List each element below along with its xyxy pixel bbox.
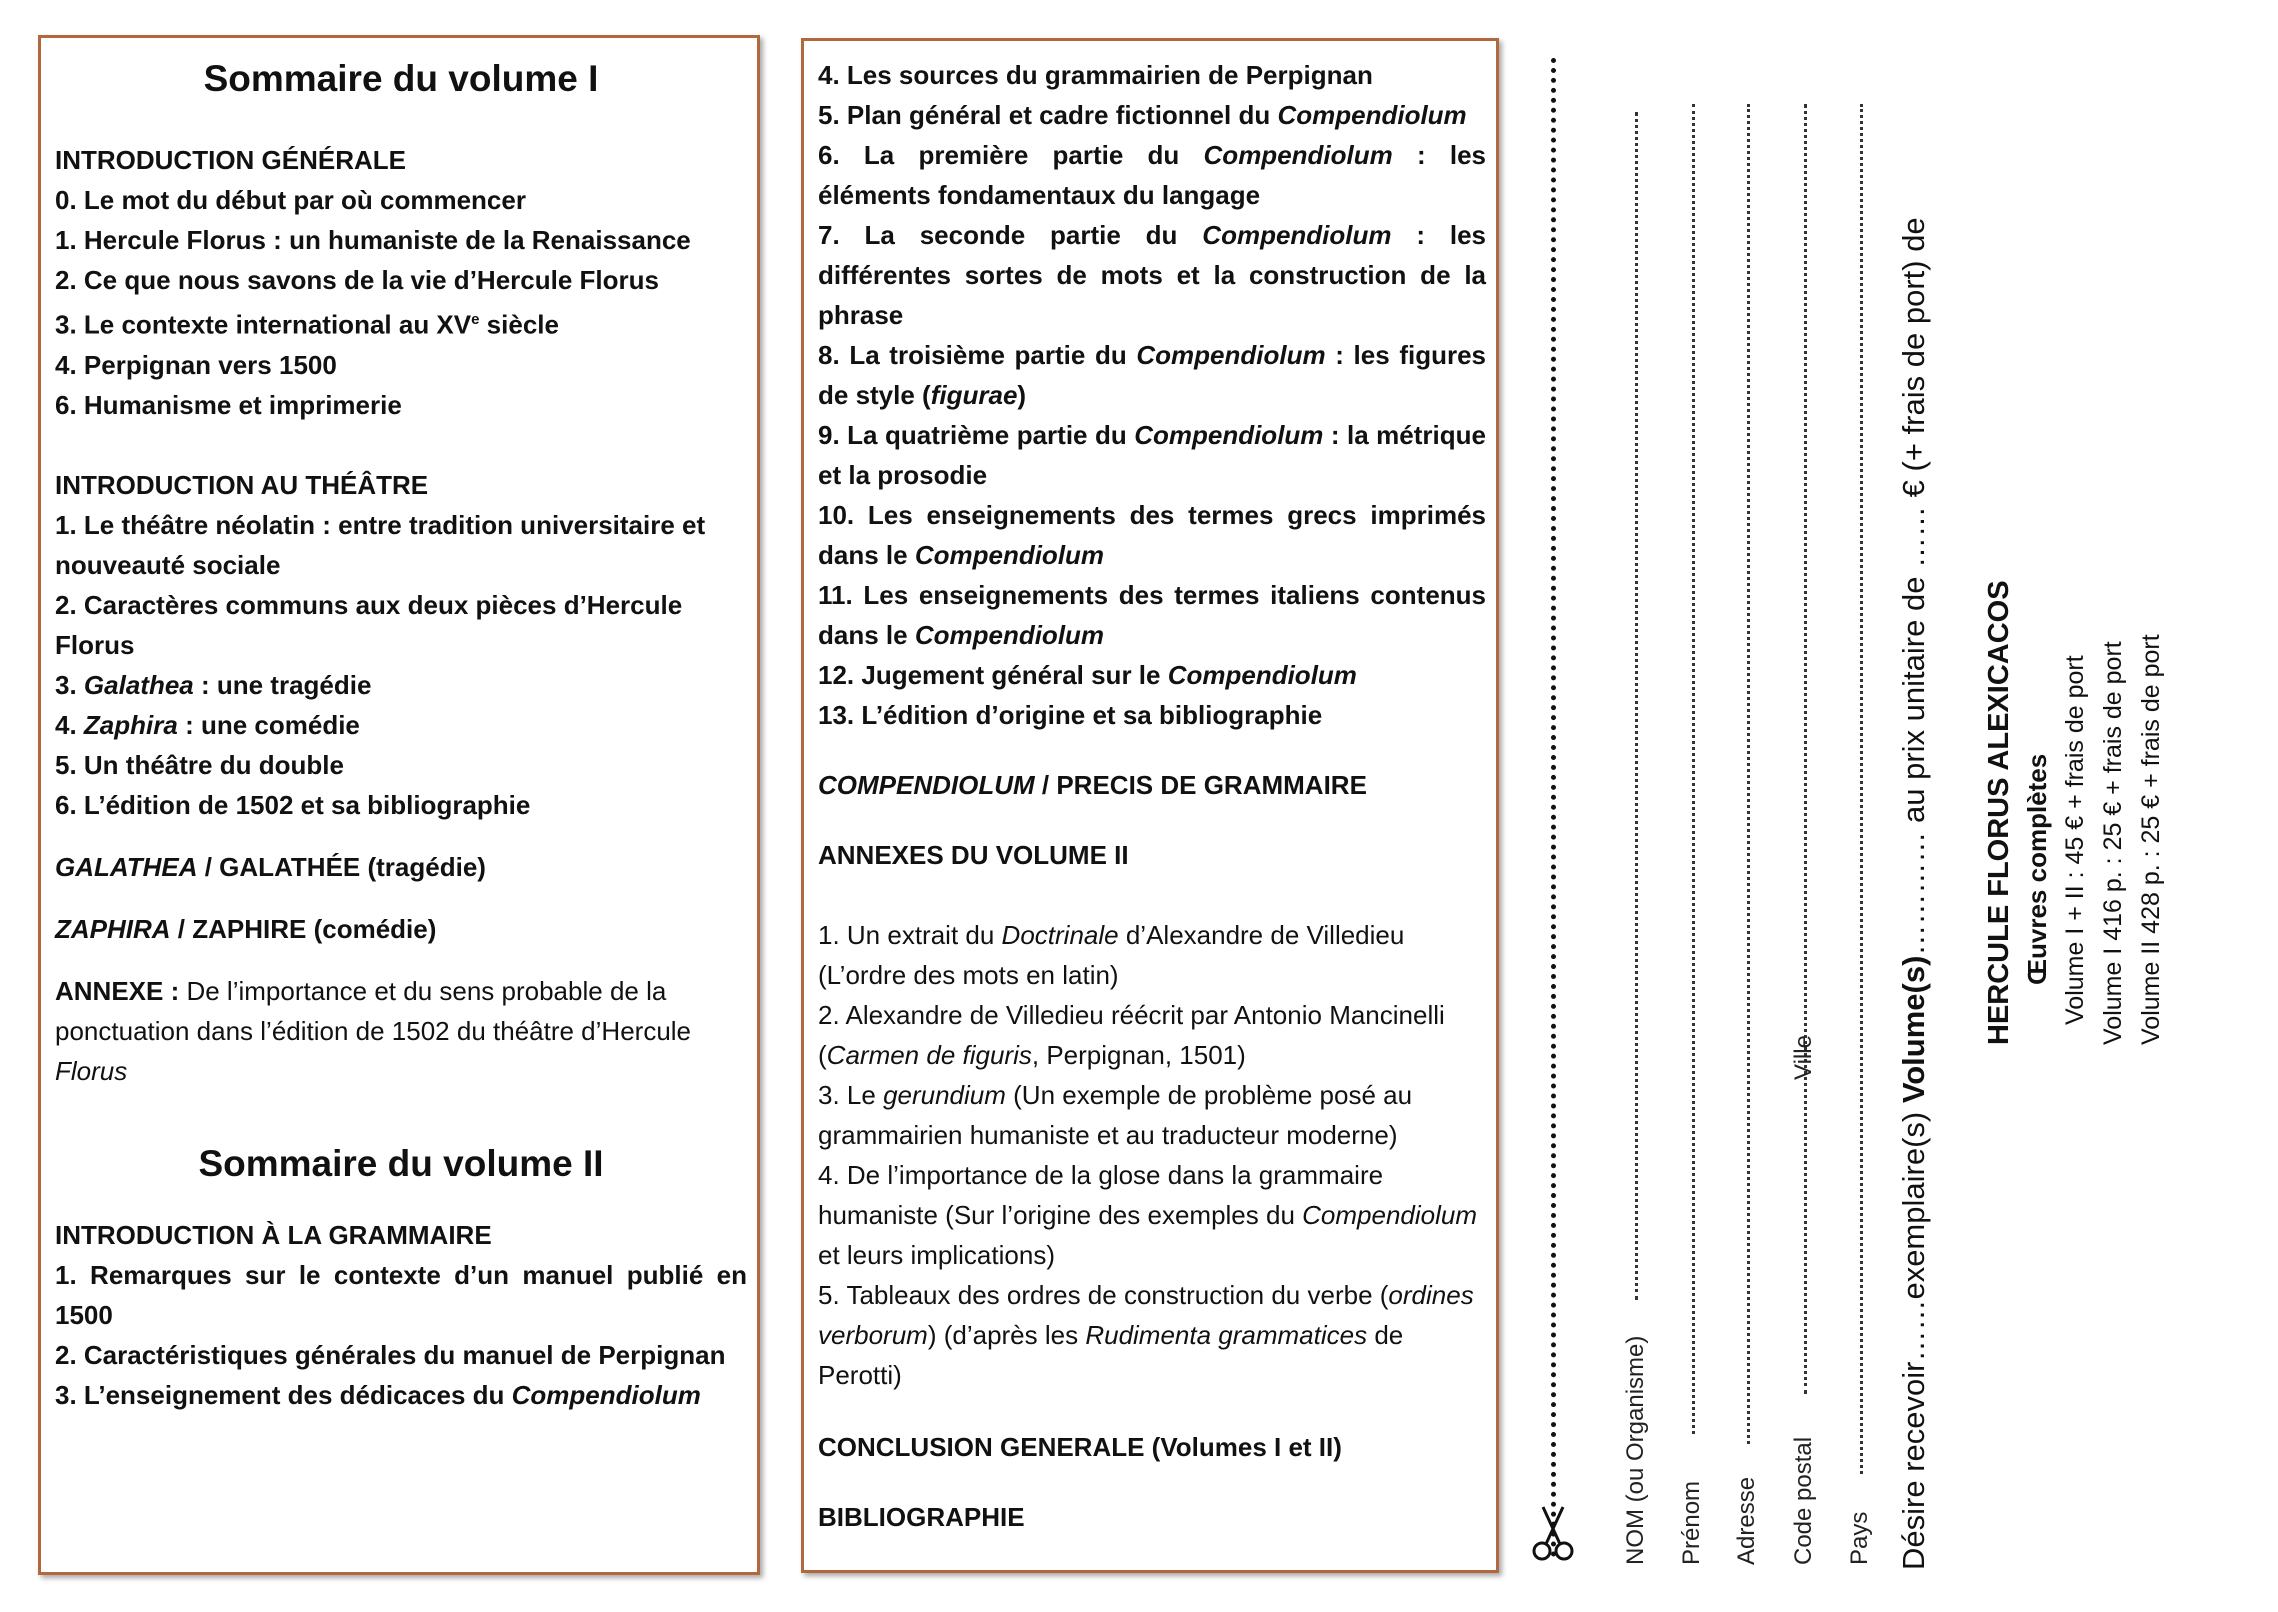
compendiolum-title: Compendiolum (1202, 220, 1392, 250)
list-item: 5. Un théâtre du double (55, 749, 344, 780)
item-rest: et leurs implications) (818, 1240, 1055, 1270)
galathea-title: GALATHEA (55, 851, 198, 882)
item-prefix: 1. Un extrait du (818, 920, 1002, 950)
list-item (818, 135, 1486, 215)
work-title: Doctrinale (1001, 920, 1119, 950)
item-rest: d’Alexandre de Villedieu (L’ordre des mots en latin) (818, 920, 1405, 990)
item-rest: (Un exemple de problème posé au grammairien humaniste et au traducteur moderne) (818, 1080, 1413, 1150)
order-volumes: Volume(s) (1896, 955, 1931, 1104)
book-info-block (1980, 580, 2170, 1045)
volume-2-panel (801, 38, 1499, 1573)
item-prefix: 7. La seconde partie du (818, 220, 1203, 250)
list-item: 1. Le théâtre néolatin : entre tradition universitaire et nouveauté sociale (55, 509, 706, 580)
item-prefix: 10. Les enseignements des termes grecs imprimés dans le (818, 500, 1486, 570)
item-rest: : une tragédie (193, 669, 372, 700)
order-request-line (1896, 217, 1932, 1570)
intro-grammaire-heading: INTRODUCTION À LA GRAMMAIRE (55, 1219, 492, 1250)
item-rest: de Perotti) (818, 1320, 1404, 1390)
term: ordines verborum (818, 1280, 1474, 1350)
precis-section (818, 765, 1486, 805)
price-line: Volume I 416 p. : 25 € + frais de port (2099, 641, 2127, 1045)
item-rest: : une comédie (177, 709, 360, 740)
item-prefix: 3. (55, 669, 84, 700)
grammaire-continued-list (818, 55, 1486, 735)
work-title: Carmen de figuris (826, 1040, 1032, 1070)
list-item: 2. Ce que nous savons de la vie d’Hercule Florus (55, 265, 659, 295)
item-prefix: 4. (55, 709, 84, 740)
price-line: Volume II 428 p. : 25 € + frais de port (2137, 634, 2165, 1045)
list-item (55, 665, 747, 705)
zaphira-title: ZAPHIRA (55, 913, 171, 944)
list-item: 2. Caractéristiques générales du manuel de Perpignan (55, 1339, 726, 1370)
item-prefix: 5. Tableaux des ordres de construction du verbe ( (818, 1280, 1389, 1310)
order-price: ………… au prix unitaire de …… € (+ frais de port) de (1896, 217, 1931, 956)
list-item (818, 95, 1486, 135)
intro-generale-list (55, 180, 747, 425)
item-rest: : les différentes sortes de mots et la construction de la phrase (818, 220, 1487, 330)
volume-1-panel (38, 35, 760, 1575)
compendiolum-title: Compendiolum (1136, 340, 1326, 370)
pays-dotted-line (1860, 104, 1863, 1474)
item-prefix: 4. De l’importance de la glose dans la grammaire humaniste (Sur l’origine des exemples du (818, 1160, 1384, 1230)
figurae-term: figurae (930, 380, 1018, 410)
cut-line (1551, 58, 1556, 1558)
work-title: Compendiolum (1302, 1200, 1478, 1230)
item-text: 3. Le contexte international au XV (55, 309, 472, 340)
item-prefix: 8. La troisième partie du (818, 340, 1137, 370)
precis-rest: / PRECIS DE GRAMMAIRE (1034, 770, 1367, 800)
list-item (818, 995, 1486, 1075)
century-superscript: e (471, 311, 480, 328)
bibliographie-heading: BIBLIOGRAPHIE (818, 1502, 1025, 1532)
annexe-label: ANNEXE : (55, 975, 180, 1006)
annexe-italic: Florus (55, 1055, 128, 1086)
zaphira-section (55, 909, 747, 949)
play-title: Galathea (83, 669, 194, 700)
item-prefix: 2. Alexandre de Villedieu réécrit par Antonio Mancinelli ( (818, 1000, 1445, 1070)
nom-dotted-line (1635, 112, 1638, 1300)
item-prefix: 3. Le (818, 1080, 884, 1110)
list-item: 2. Caractères communs aux deux pièces d’Hercule Florus (55, 589, 683, 660)
volume-2-title: Sommaire du volume II (198, 1142, 604, 1184)
compendiolum-title: Compendiolum (511, 1379, 701, 1410)
compendiolum-title: Compendiolum (1134, 420, 1324, 450)
item-prefix: 6. La première partie du (818, 140, 1204, 170)
list-item (818, 1075, 1486, 1155)
list-item (818, 495, 1486, 575)
annexes-heading: ANNEXES DU VOLUME II (818, 840, 1129, 870)
list-item: 1. Hercule Florus : un humaniste de la Renaissance (55, 225, 691, 255)
annexe-text: De l’importance et du sens probable de la ponctuation dans l’édition de 1502 du théâtre d’Hercule (55, 975, 692, 1046)
book-title: HERCULE FLORUS ALEXICACOS (1983, 580, 2015, 1045)
compendiolum-title: Compendiolum (914, 540, 1105, 570)
galathea-section (55, 847, 747, 887)
price-line: Volume I + II : 45 € + frais de port (2061, 655, 2089, 1025)
item-mid: ) (d’après les (927, 1320, 1086, 1350)
item-prefix: 11. Les enseignements des termes italiens contenus dans le (818, 580, 1486, 650)
item-text-tail: siècle (479, 309, 559, 340)
item-prefix: 5. Plan général et cadre fictionnel du (818, 100, 1278, 130)
work-title: Rudimenta grammatices (1085, 1320, 1368, 1350)
list-item (818, 915, 1486, 995)
item-rest: : les figures de style ( (818, 340, 1487, 410)
list-item (818, 415, 1486, 495)
item-prefix: 3. L’enseignement des dédicaces du (55, 1379, 512, 1410)
list-item (55, 300, 747, 345)
compendiolum-title: Compendiolum (1203, 140, 1393, 170)
list-item: 4. Perpignan vers 1500 (55, 349, 337, 380)
intro-generale-heading: INTRODUCTION GÉNÉRALE (55, 145, 406, 175)
galathea-rest: / GALATHÉE (tragédie) (197, 851, 486, 882)
pays-label: Pays (1846, 1511, 1873, 1565)
play-title: Zaphira (83, 709, 178, 740)
compendiolum-title: Compendiolum (1277, 100, 1467, 130)
list-item (55, 705, 747, 745)
list-item: 6. Humanisme et imprimerie (55, 389, 402, 420)
compendiolum-title: Compendiolum (1167, 660, 1357, 690)
annexe-section (55, 971, 747, 1091)
list-item (818, 1275, 1486, 1395)
compendiolum-heading: COMPENDIOLUM (818, 770, 1035, 800)
prenom-dotted-line (1692, 104, 1695, 1434)
prenom-label: Prénom (1678, 1480, 1705, 1565)
intro-theatre-heading: INTRODUCTION AU THÉÂTRE (55, 469, 429, 500)
list-item: 13. L’édition d’origine et sa bibliographie (818, 700, 1323, 730)
item-rest: : la métrique et la prosodie (818, 420, 1486, 490)
list-item: 6. L’édition de 1502 et sa bibliographie (55, 789, 531, 820)
code-postal-label: Code postal (1790, 1436, 1817, 1565)
item-rest: , Perpignan, 1501) (1031, 1040, 1246, 1070)
list-item (818, 215, 1486, 335)
adresse-dotted-line (1747, 104, 1750, 1444)
list-item (818, 655, 1486, 695)
list-item (818, 1155, 1486, 1275)
item-end: ) (1017, 380, 1027, 410)
volume-1-title: Sommaire du volume I (203, 58, 599, 99)
compendiolum-title: Compendiolum (914, 620, 1105, 650)
intro-grammaire-list (55, 1255, 747, 1415)
list-item: 1. Remarques sur le contexte d’un manuel publié en 1500 (55, 1259, 747, 1330)
intro-theatre-list (55, 505, 747, 825)
scissors-icon (1530, 1505, 1576, 1561)
list-item: 4. Les sources du grammairien de Perpignan (818, 60, 1373, 90)
term: gerundium (883, 1080, 1006, 1110)
list-item (818, 575, 1486, 655)
annexes-list (818, 915, 1486, 1395)
item-prefix: 9. La quatrième partie du (818, 420, 1135, 450)
list-item (55, 1375, 747, 1415)
nom-label: NOM (ou Organisme) (1622, 1335, 1649, 1565)
ville-label: Ville (1790, 1035, 1817, 1080)
code-postal-dotted-line (1804, 104, 1807, 1394)
conclusion-heading: CONCLUSION GENERALE (Volumes I et II) (818, 1432, 1342, 1462)
order-text: Désire recevoir……exemplaire(s) (1896, 1103, 1931, 1570)
book-subtitle: Œuvres complètes (2022, 753, 2052, 985)
item-prefix: 12. Jugement général sur le (818, 660, 1168, 690)
list-item (818, 335, 1486, 415)
adresse-label: Adresse (1733, 1476, 1760, 1565)
item-rest: : les éléments fondamentaux du langage (818, 140, 1486, 210)
zaphira-rest: / ZAPHIRE (comédie) (170, 913, 437, 944)
list-item: 0. Le mot du début par où commencer (55, 185, 526, 215)
